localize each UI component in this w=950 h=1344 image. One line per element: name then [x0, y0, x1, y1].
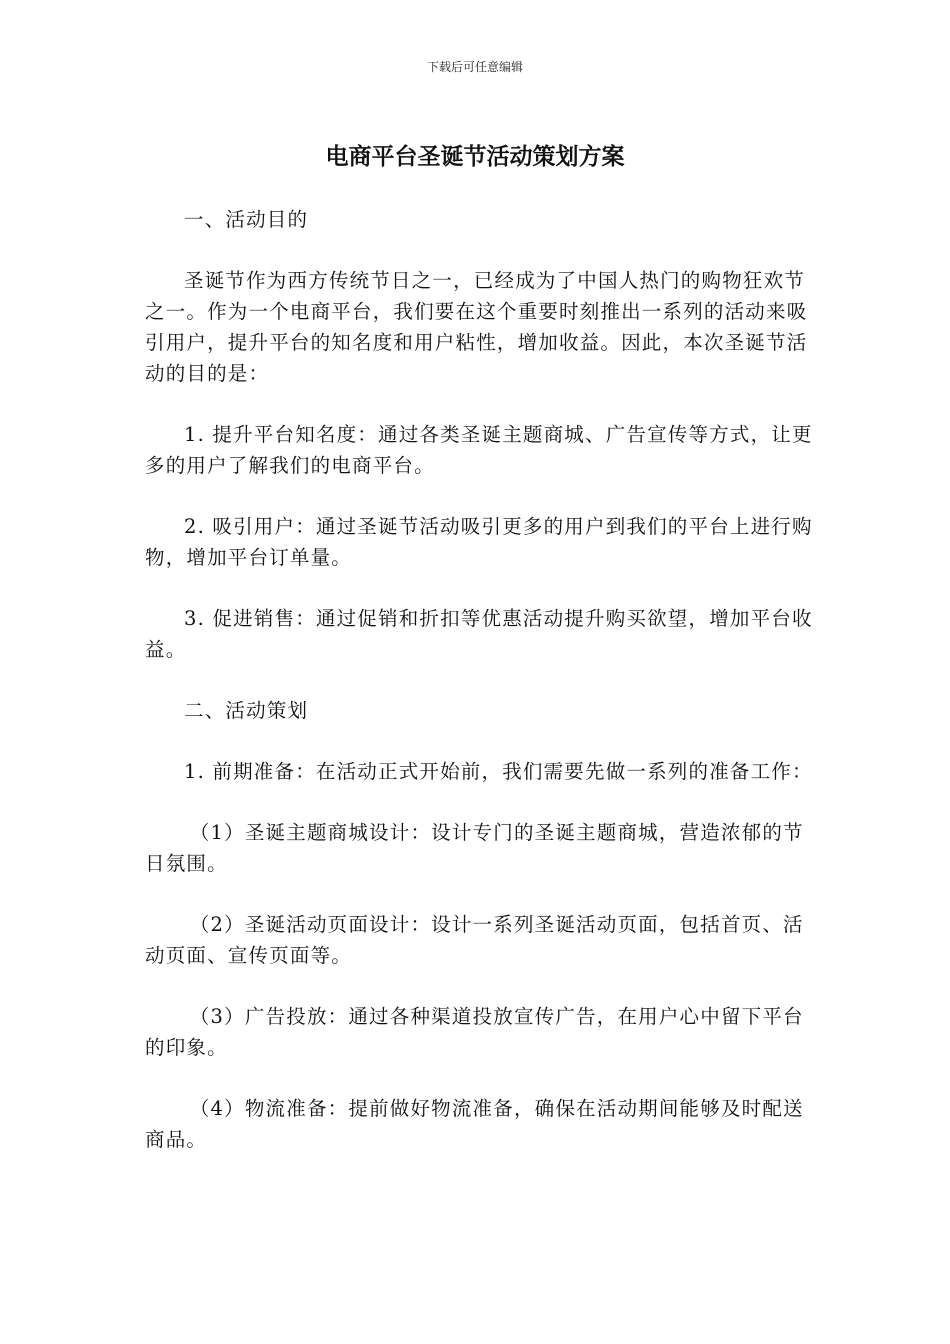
- sub-item-logistics: （4）物流准备：提前做好物流准备，确保在活动期间能够及时配送商品。: [145, 1097, 804, 1151]
- paragraph-intro: 圣诞节作为西方传统节日之一，已经成为了中国人热门的购物狂欢节之一。作为一个电商平台，我们要在这个重要时刻推出一系列的活动来吸引用户，提升平台的知名度和用户粘性，增加收益。因此，本次圣诞节活动的目的是：: [145, 269, 808, 385]
- list-item-goal-2: 2. 吸引用户：通过圣诞节活动吸引更多的用户到我们的平台上进行购物，增加平台订单量。: [145, 515, 813, 569]
- sub-item-mall-design: （1）圣诞主题商城设计：设计专门的圣诞主题商城，营造浓郁的节日氛围。: [145, 821, 804, 875]
- list-item-goal-1: 1. 提升平台知名度：通过各类圣诞主题商城、广告宣传等方式，让更多的用户了解我们的电商平台。: [145, 423, 813, 477]
- document-title: 电商平台圣诞节活动策划方案: [325, 144, 625, 170]
- page-header-note: 下载后可任意编辑: [426, 60, 523, 74]
- list-item-goal-3: 3. 促进销售：通过促销和折扣等优惠活动提升购买欲望，增加平台收益。: [145, 607, 813, 661]
- list-item-preparation: 1. 前期准备：在活动正式开始前，我们需要先做一系列的准备工作：: [184, 760, 813, 783]
- sub-item-advertising: （3）广告投放：通过各种渠道投放宣传广告，在用户心中留下平台的印象。: [145, 1005, 804, 1059]
- document-body: [145, 204, 813, 1185]
- sub-item-page-design: （2）圣诞活动页面设计：设计一系列圣诞活动页面，包括首页、活动页面、宣传页面等。: [145, 913, 804, 967]
- section-heading-planning: 二、活动策划: [184, 699, 309, 722]
- section-heading-purpose: 一、活动目的: [184, 208, 309, 231]
